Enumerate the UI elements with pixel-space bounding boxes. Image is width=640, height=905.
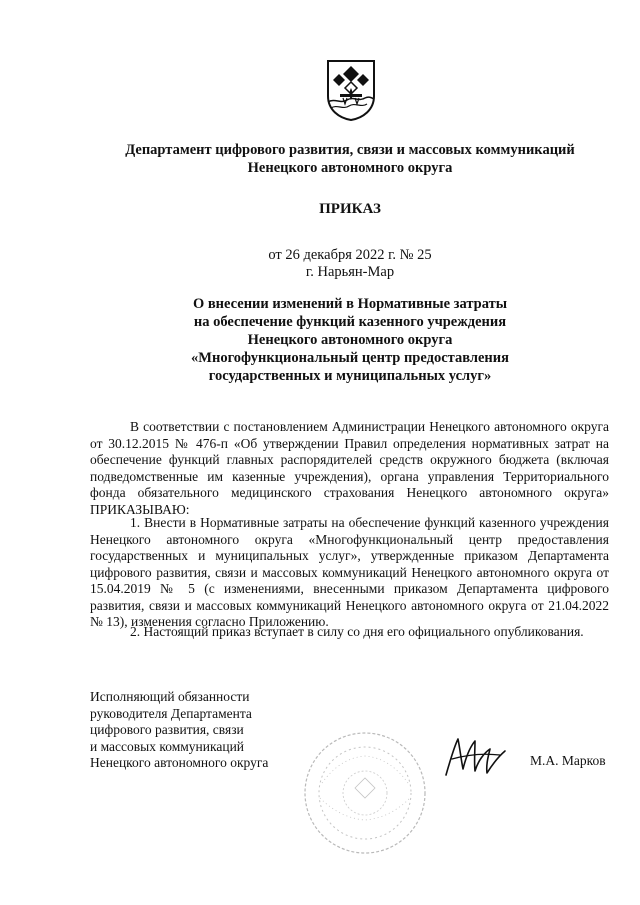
signer-title: [90, 689, 290, 772]
official-seal-stamp: [300, 728, 430, 858]
department-line-1: Департамент цифрового развития, связи и массовых коммуникаций: [125, 142, 575, 158]
subject-line-2: на обеспечение функций казенного учреждения: [193, 314, 507, 330]
coat-of-arms-icon: [325, 58, 377, 122]
signer-title-line-2: руководителя Департамента: [90, 705, 252, 721]
document-date-place: [60, 247, 640, 281]
subject-line-5: государственных и муниципальных услуг»: [208, 368, 492, 384]
document-place: г. Нарьян-Мар: [305, 264, 395, 280]
body-item-1: [90, 515, 609, 631]
signer-title-line-1: Исполняющий обязанности: [90, 689, 250, 704]
document-date: от 26 декабря 2022 г. № 25: [268, 247, 432, 263]
signer-title-line-5: Ненецкого автономного округа: [90, 755, 269, 770]
signer-name: М.А. Марков: [530, 753, 606, 768]
subject-line-4: «Многофункциональный центр предоставления: [191, 350, 509, 366]
document-subject: [60, 295, 640, 385]
handwritten-signature: [442, 735, 512, 779]
subject-line-1: О внесении изменений в Нормативные затраты: [192, 296, 508, 312]
signer-title-line-4: и массовых коммуникаций: [90, 738, 245, 754]
item-1-text: 1. Внести в Нормативные затраты на обеспечение функций казенного учреждения Ненецкого автономного округа «Многофункциональный центр предоставления государственных и муниципальных услуг», утвержденные приказом Департамента цифрового развития, связи и массовых коммуникаций Ненецкого автономного округа от 15.04.2019 № 5 (с изменениями, внесенными приказом Департамента цифрового развития, связи и массовых коммуникаций Ненецкого автономного округа от 21.04.2022 № 13), изменения согласно Приложению.: [90, 515, 609, 629]
intro-text: В соответствии с постановлением Администрации Ненецкого автономного округа от 30.12.2015 № 476-п «Об утверждении Правил определения нормативных затрат на обеспечение функций главных распорядителей средств окружного бюджета (включая подведомственные им казенные учреждения), органа управления Территориального фонда обязательного медицинского страхования Ненецкого автономного округа» ПРИКАЗЫВАЮ:: [90, 419, 609, 517]
body-item-2: [90, 624, 609, 641]
body-intro-paragraph: [90, 419, 609, 518]
document-type: ПРИКАЗ: [319, 201, 381, 217]
department-line-2: Ненецкого автономного округа: [247, 160, 453, 176]
signer-title-line-3: цифрового развития, связи: [90, 722, 244, 737]
subject-line-3: Ненецкого автономного округа: [247, 332, 453, 348]
department-title: [60, 141, 640, 177]
item-2-text: 2. Настоящий приказ вступает в силу со дня его официального опубликования.: [130, 624, 584, 639]
